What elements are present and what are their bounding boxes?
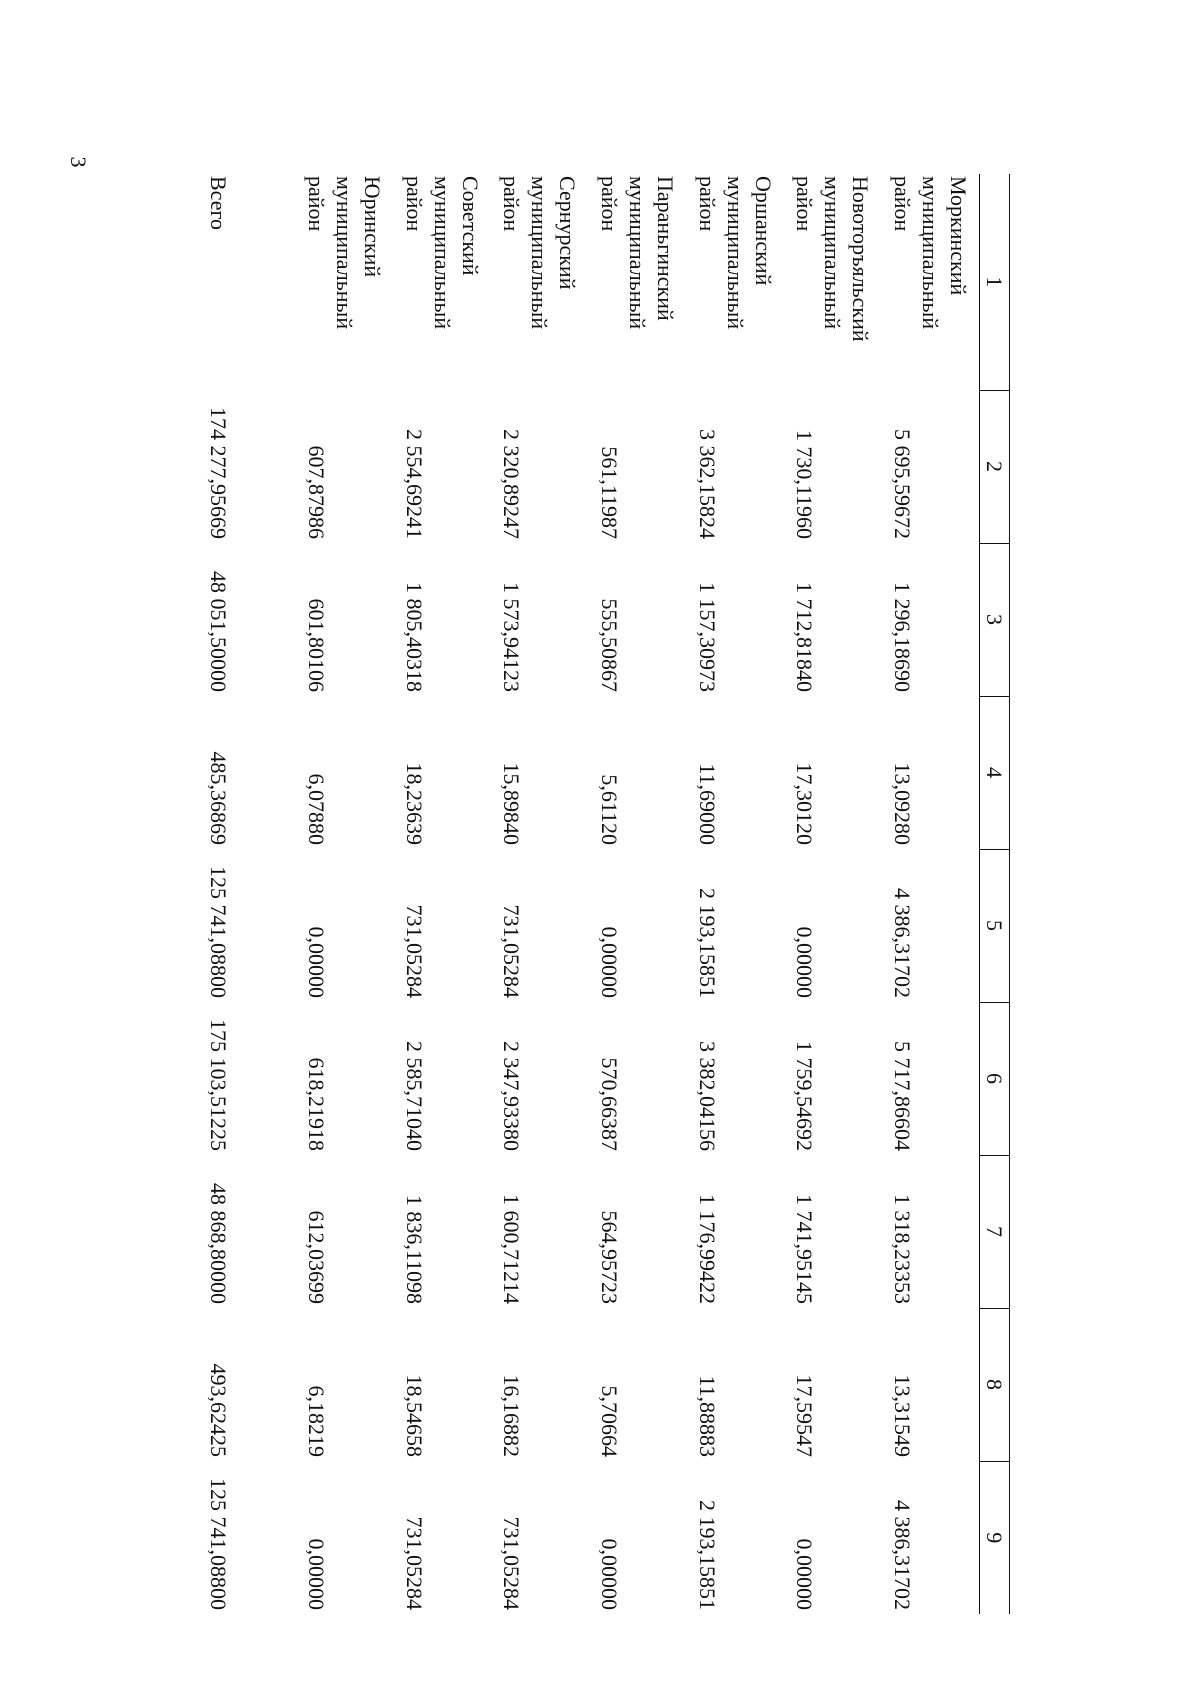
table-cell: 6,18219	[304, 1385, 330, 1457]
table-cell: 2 193,15851	[694, 888, 720, 998]
table-cell: 2 347,93380	[499, 1041, 525, 1151]
district-name: Сернурский муниципальный район	[499, 176, 581, 330]
district-name: Советский муниципальный район	[401, 176, 483, 330]
table-cell: 5 717,86604	[889, 1041, 915, 1151]
table-cell: 1 600,71214	[499, 1194, 525, 1304]
total-cell: 48 868,80000	[206, 1183, 231, 1304]
table-cell: 0,00000	[304, 926, 330, 998]
total-cell: 493,62425	[206, 1363, 231, 1457]
table-cell: 5,70664	[596, 1385, 622, 1457]
table-cell: 618,21918	[304, 1057, 330, 1151]
total-cell: 485,36869	[206, 751, 231, 845]
table-cell: 731,05284	[499, 904, 525, 998]
table-cell: 13,31549	[889, 1374, 915, 1457]
column-header: 3	[980, 543, 1010, 696]
table-cell: 1 176,99422	[694, 1194, 720, 1304]
table-cell: 0,00000	[596, 926, 622, 998]
table-cell: 607,87986	[304, 445, 330, 539]
total-cell: 175 103,51225	[206, 1019, 231, 1151]
table-cell: 15,89840	[499, 762, 525, 845]
table-cell: 555,50867	[596, 598, 622, 692]
table-cell: 1 573,94123	[499, 582, 525, 692]
table-row	[394, 174, 492, 1614]
table-cell: 731,05284	[499, 1516, 525, 1610]
table-cell: 17,59547	[792, 1374, 818, 1457]
table-row	[687, 174, 785, 1614]
table-cell: 3 362,15824	[694, 429, 720, 539]
table-cell: 2 554,69241	[401, 429, 427, 539]
header-row	[980, 174, 1010, 1614]
district-name: Юринский муниципальный район	[304, 176, 386, 330]
column-header: 2	[980, 390, 1010, 543]
total-cell: 174 277,95669	[206, 407, 231, 539]
table-cell: 570,66387	[596, 1057, 622, 1151]
table-cell: 0,00000	[596, 1538, 622, 1610]
table-cell: 0,00000	[792, 926, 818, 998]
table-cell: 11,88883	[694, 1375, 720, 1457]
table-cell: 4 386,31702	[889, 888, 915, 998]
table-cell: 2 320,89247	[499, 429, 525, 539]
column-header: 9	[980, 1461, 1010, 1614]
table-row	[296, 174, 394, 1614]
table-cell: 731,05284	[401, 904, 427, 998]
table-cell: 731,05284	[401, 1516, 427, 1610]
table-row	[491, 174, 589, 1614]
total-cell: 125 741,08800	[206, 1478, 231, 1610]
district-name: Моркинский муниципальный район	[889, 176, 971, 330]
table-cell: 5,61120	[596, 774, 622, 845]
district-name: Оршанский муниципальный район	[694, 176, 776, 330]
table-cell: 3 382,04156	[694, 1041, 720, 1151]
total-cell: 125 741,08800	[206, 866, 231, 998]
table-cell: 18,54658	[401, 1374, 427, 1457]
table-row	[589, 174, 687, 1614]
table-cell: 5 695,59672	[889, 429, 915, 539]
table-cell: 564,95723	[596, 1210, 622, 1304]
table-cell: 1 157,30973	[694, 582, 720, 692]
table-cell: 1 730,11960	[792, 429, 818, 539]
table-cell: 1 759,54692	[792, 1041, 818, 1151]
district-name: Параньгинский муниципальный район	[596, 176, 678, 330]
column-header: 5	[980, 849, 1010, 1002]
table-cell: 4 386,31702	[889, 1500, 915, 1610]
table-cell: 2 193,15851	[694, 1500, 720, 1610]
table-cell: 16,16882	[499, 1374, 525, 1457]
column-header: 4	[980, 696, 1010, 849]
column-header: 7	[980, 1155, 1010, 1308]
page-number: 3	[66, 156, 91, 168]
table-cell: 1 296,18690	[889, 582, 915, 692]
table-cell: 1 318,23353	[889, 1194, 915, 1304]
table-cell: 0,00000	[304, 1538, 330, 1610]
table-row	[882, 174, 980, 1614]
column-header: 6	[980, 1002, 1010, 1155]
total-cell: 48 051,50000	[206, 571, 231, 692]
table-cell: 1 741,95145	[792, 1194, 818, 1304]
column-header: 8	[980, 1308, 1010, 1461]
table-cell: 0,00000	[792, 1538, 818, 1610]
table-cell: 6,07880	[304, 773, 330, 845]
table-cell: 2 585,71040	[401, 1041, 427, 1151]
district-name: Новоторъяльский муниципальный район	[792, 176, 874, 342]
table-cell: 1 836,11098	[401, 1194, 427, 1304]
column-header: 1	[980, 174, 1010, 390]
data-table	[190, 174, 1010, 1614]
table-cell: 11,69000	[694, 763, 720, 845]
table-cell: 561,11987	[596, 446, 622, 539]
table-cell: 17,30120	[792, 762, 818, 845]
total-row	[190, 174, 296, 1614]
table-cell: 1 712,81840	[792, 582, 818, 692]
total-label: Всего	[206, 176, 231, 230]
table-cell: 601,80106	[304, 598, 330, 692]
table-cell: 612,03699	[304, 1210, 330, 1304]
table-cell: 18,23639	[401, 762, 427, 845]
table-cell: 1 805,40318	[401, 582, 427, 692]
table-cell: 13,09280	[889, 762, 915, 845]
table-row	[784, 174, 882, 1614]
rotated-table-container	[190, 174, 1010, 1614]
